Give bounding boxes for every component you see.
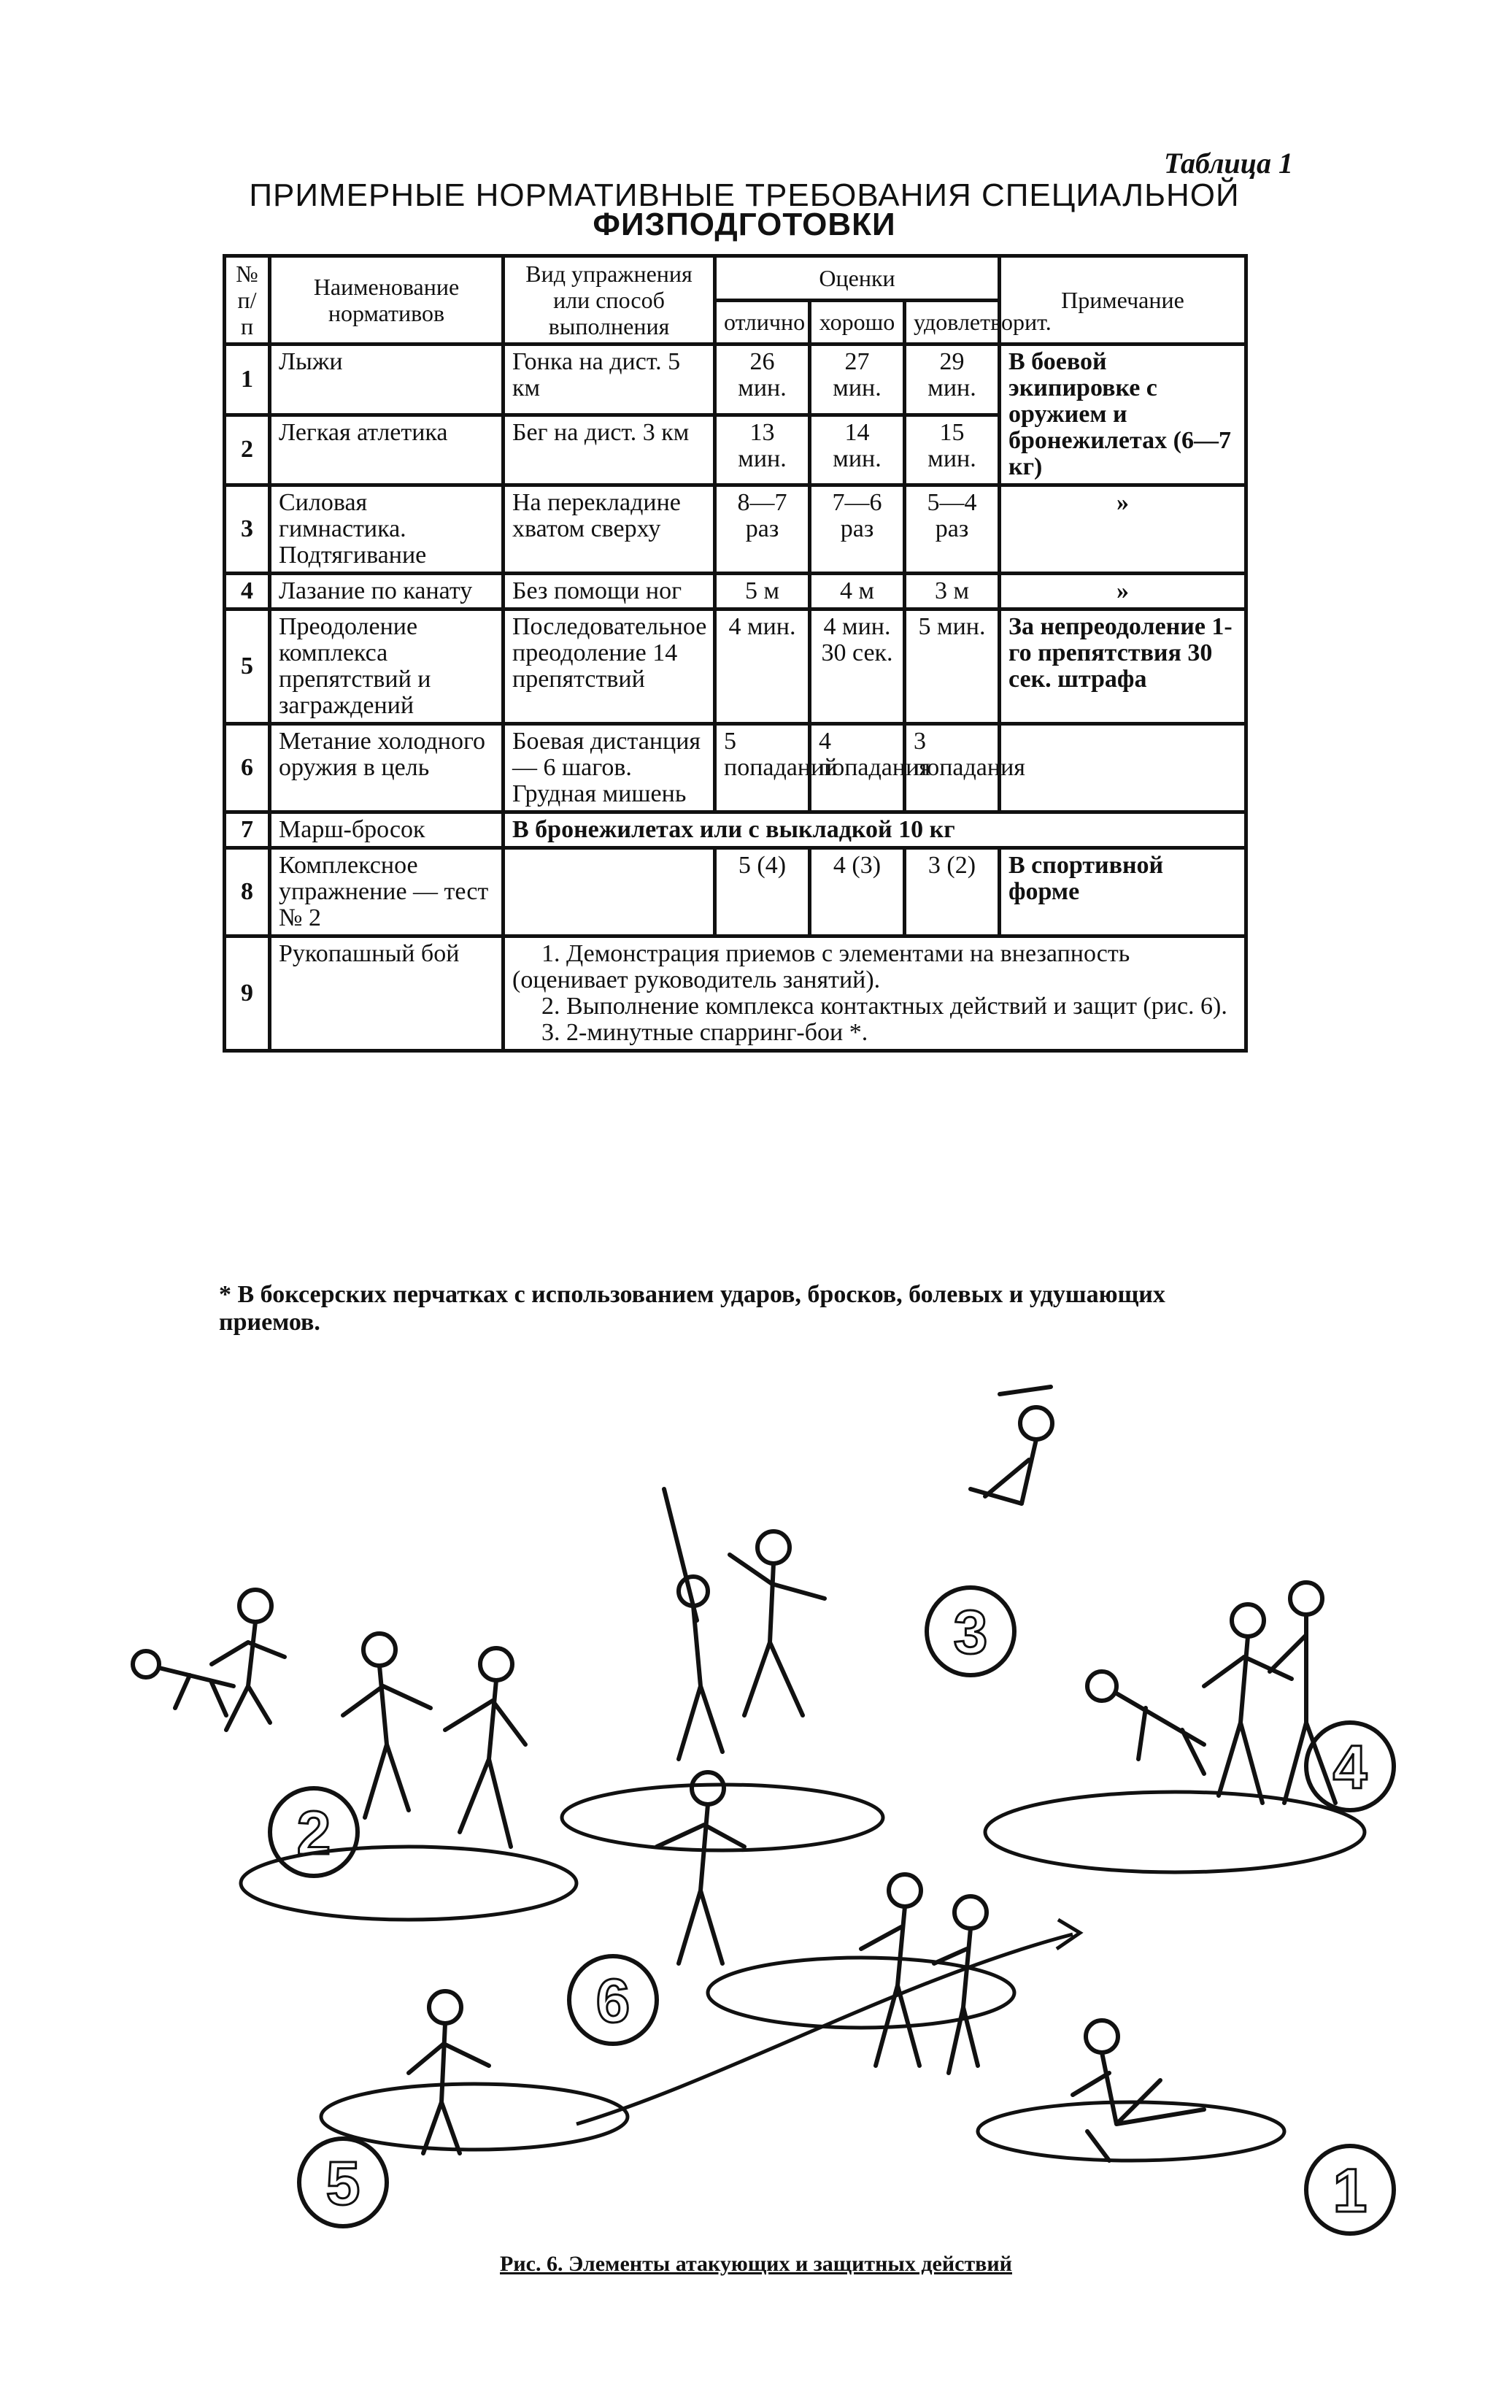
row-satisfactory: 3 (2): [905, 848, 1000, 936]
header-satisfactory: удовлетворит.: [905, 300, 1000, 345]
row-excellent: 5 попаданий: [715, 724, 810, 812]
row-kind: [504, 936, 1246, 1051]
row-num: 9: [225, 936, 270, 1051]
row-num: 7: [225, 812, 270, 848]
fighter-figure: [1073, 2020, 1204, 2161]
combat-item: 1. Демонстрация приемов с элементами на внезапность (оценивает руководитель занятий).: [512, 940, 1130, 993]
movement-arrow: [576, 1934, 1073, 2124]
row-name: Преодоление комплекса препятствий и заграждений: [270, 609, 504, 724]
row-num: 1: [225, 345, 270, 415]
table-row: [225, 345, 1246, 415]
row-excellent: 13 мин.: [715, 415, 810, 485]
row-satisfactory: 5 мин.: [905, 609, 1000, 724]
table-row: [225, 812, 1246, 848]
row-num: 4: [225, 574, 270, 609]
table-row: [225, 936, 1246, 1051]
row-name: Рукопашный бой: [270, 936, 504, 1051]
row-num: 6: [225, 724, 270, 812]
figure-label-5: 5: [325, 2149, 360, 2217]
row-note: За непреодоление 1-го препятствия 30 сек. штрафа: [1000, 609, 1246, 724]
row-excellent: 8—7 раз: [715, 485, 810, 574]
row-good: 27 мин.: [810, 345, 905, 415]
ground-ellipse: [985, 1792, 1365, 1872]
table-row: [225, 848, 1246, 936]
row-note: В спортивной форме: [1000, 848, 1246, 936]
row-num: 5: [225, 609, 270, 724]
row-kind: Боевая дистанция — 6 шагов. Грудная мишень: [504, 724, 715, 812]
fighter-figure: [445, 1648, 525, 1847]
fighter-figure: [664, 1489, 722, 1759]
row-kind: В бронежилетах или с выкладкой 10 кг: [504, 812, 1246, 848]
row-note: »: [1000, 485, 1246, 574]
row-kind: [504, 848, 715, 936]
row-note: В боевой экипировке с оружием и бронежилетах (6—7 кг): [1000, 345, 1246, 485]
row-satisfactory: 3 попадания: [905, 724, 1000, 812]
row-excellent: 5 м: [715, 574, 810, 609]
row-good: 7—6 раз: [810, 485, 905, 574]
figure-label-1: 1: [1332, 2156, 1368, 2225]
row-note: »: [1000, 574, 1246, 609]
ground-ellipse: [321, 2084, 628, 2150]
header-excellent: отлично: [715, 300, 810, 345]
figure-caption: Рис. 6. Элементы атакующих и защитных действий: [500, 2252, 1012, 2276]
row-excellent: 5 (4): [715, 848, 810, 936]
row-name: Лыжи: [270, 345, 504, 415]
row-excellent: 26 мин.: [715, 345, 810, 415]
row-satisfactory: 29 мин.: [905, 345, 1000, 415]
header-name: Наименование нормативов: [270, 256, 504, 345]
row-satisfactory: 3 м: [905, 574, 1000, 609]
table-label: Таблица 1: [1164, 147, 1293, 180]
table-row: [225, 485, 1246, 574]
fighter-figure: [343, 1634, 431, 1817]
combat-illustration: [66, 1380, 1452, 2241]
norms-table: [223, 254, 1248, 1053]
row-name: Силовая гимнастика. Подтягивание: [270, 485, 504, 574]
table-row: [225, 724, 1246, 812]
fighter-figure: [730, 1531, 825, 1715]
table-row: [225, 609, 1246, 724]
header-grades: Оценки: [715, 256, 1000, 301]
footnote: * В боксерских перчатках с использованием ударов, бросков, болевых и удушающих приемов.: [219, 1281, 1165, 1336]
fighter-figure: [861, 1874, 921, 2066]
ground-ellipse: [241, 1847, 576, 1920]
fighter-figure: [1204, 1604, 1292, 1803]
row-name: Метание холодного оружия в цель: [270, 724, 504, 812]
table-header-row: [225, 256, 1246, 301]
row-kind: Без помощи ног: [504, 574, 715, 609]
row-good: 4 попадания: [810, 724, 905, 812]
combat-item: 2. Выполнение комплекса контактных действий и защит (рис. 6).: [541, 993, 1227, 1020]
row-kind: Гонка на дист. 5 км: [504, 345, 715, 415]
header-num: № п/п: [225, 256, 270, 345]
fighter-figure: [971, 1387, 1052, 1504]
row-good: 4 мин. 30 сек.: [810, 609, 905, 724]
header-kind: Вид упражнения или способ выполнения: [504, 256, 715, 345]
figure-label-4: 4: [1332, 1733, 1368, 1801]
row-satisfactory: 5—4 раз: [905, 485, 1000, 574]
row-kind: На перекладине хватом сверху: [504, 485, 715, 574]
row-num: 8: [225, 848, 270, 936]
number-circles: [270, 1588, 1394, 2234]
row-num: 3: [225, 485, 270, 574]
header-note: Примечание: [1000, 256, 1246, 345]
table-title-line2: ФИЗПОДГОТОВКИ: [593, 207, 896, 242]
combat-item: 3. 2-минутные спарринг-бои *.: [541, 1019, 868, 1046]
fighter-figure: [934, 1896, 987, 2073]
table-row: [225, 574, 1246, 609]
figure-label-3: 3: [953, 1598, 988, 1666]
table-title-line1: ПРИМЕРНЫЕ НОРМАТИВНЫЕ ТРЕБОВАНИЯ СПЕЦИАЛЬНОЙ: [249, 177, 1240, 213]
row-num: 2: [225, 415, 270, 485]
row-note: [1000, 724, 1246, 812]
row-satisfactory: 15 мин.: [905, 415, 1000, 485]
row-good: 4 (3): [810, 848, 905, 936]
row-kind: Бег на дист. 3 км: [504, 415, 715, 485]
row-name: Легкая атлетика: [270, 415, 504, 485]
row-good: 14 мин.: [810, 415, 905, 485]
figure-label-2: 2: [296, 1799, 331, 1867]
row-name: Марш-бросок: [270, 812, 504, 848]
figure-label-6: 6: [595, 1966, 630, 2035]
fighter-figure: [1270, 1582, 1335, 1803]
row-good: 4 м: [810, 574, 905, 609]
row-name: Лазание по канату: [270, 574, 504, 609]
fighter-figure: [409, 1991, 489, 2153]
row-name: Комплексное упражнение — тест № 2: [270, 848, 504, 936]
row-kind: Последовательное преодоление 14 препятствий: [504, 609, 715, 724]
row-excellent: 4 мин.: [715, 609, 810, 724]
fighter-figure: [657, 1772, 744, 1963]
header-good: хорошо: [810, 300, 905, 345]
fighter-figure: [1087, 1672, 1204, 1774]
